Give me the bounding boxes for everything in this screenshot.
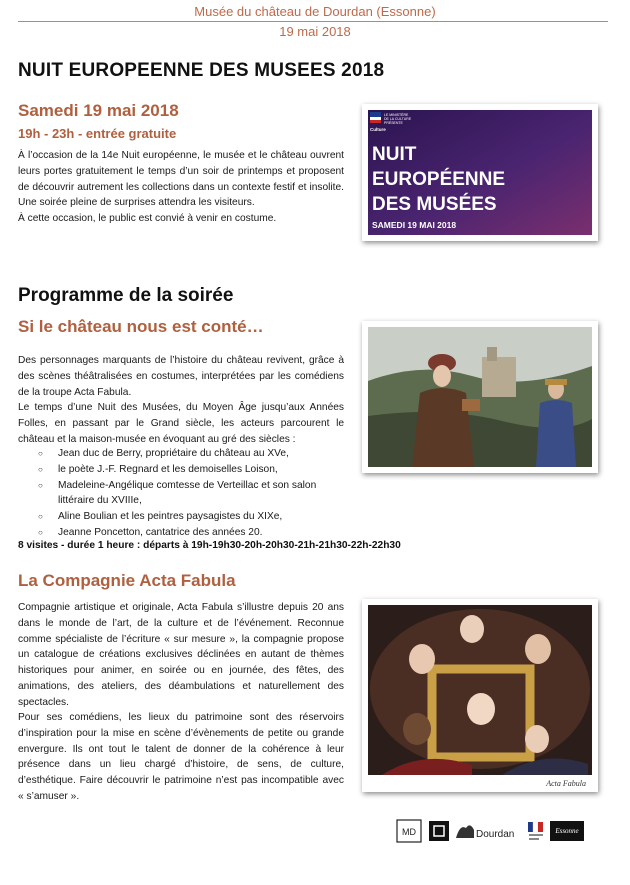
event-hours: 19h - 23h - entrée gratuite xyxy=(18,126,177,141)
programme-description xyxy=(18,353,344,448)
essonne-logo-icon xyxy=(549,818,585,844)
programme-p2: Le temps d’une Nuit des Musées, du Moyen Âge jusqu’aux Années Folles, en passant par le Grand siècle, les acteurs parcourent le château et la maison-musée en évoquant au gré des siècles : xyxy=(18,402,344,445)
dourdan-logo-icon xyxy=(454,818,524,844)
company-photo xyxy=(362,599,598,792)
poster-line2: EUROPÉENNE xyxy=(372,169,506,190)
essonne-label: Essonne xyxy=(555,827,579,835)
programme-p1: Des personnages marquants de l’histoire du château revivent, grâce à des scènes théâtralisées en costumes, interprétées par les comédiens de la troupe Acta Fabula. xyxy=(18,355,344,398)
list-item: ○ le poète J.-F. Regnard et les demoiselles Loison, xyxy=(38,462,348,478)
md-logo-text: MD xyxy=(402,827,416,837)
header-date: 19 mai 2018 xyxy=(279,24,351,39)
poster-line1: NUIT xyxy=(372,144,417,165)
company-photo-graphic xyxy=(362,599,598,792)
poster-line3: DES MUSÉES xyxy=(372,194,497,215)
logo-square xyxy=(428,818,450,846)
actors-photo-graphic xyxy=(362,321,598,473)
visits-schedule: 8 visites - durée 1 heure : départs à 19h-19h30-20h-20h30-21h-21h30-22h-22h30 xyxy=(18,540,401,551)
poster-date: SAMEDI 19 MAI 2018 xyxy=(372,220,457,230)
programme-heading: Programme de la soirée xyxy=(18,285,234,306)
list-item: ○ Jeanne Poncetton, cantatrice des années 20. xyxy=(38,525,348,541)
event-paragraph: À l’occasion de la 14e Nuit européenne, le musée et le château ouvrent leurs portes gratuitement le temps d’un soir de printemps et proposent de découvrir autrement les collections dans un contexte festif et insolite. Une soirée pleine de surprises attendra les visiteurs. xyxy=(18,150,344,209)
museum-logo-icon xyxy=(428,818,450,844)
photo-signature: Acta Fabula xyxy=(546,779,586,788)
md-logo-icon xyxy=(396,818,422,844)
event-costume: À cette occasion, le public est convié à venir en costume. xyxy=(18,213,277,225)
list-item: ○ Jean duc de Berry, propriétaire du château au XVe, xyxy=(38,446,348,462)
logo-md xyxy=(396,818,422,846)
dourdan-label: Dourdan xyxy=(476,829,515,840)
programme-subheading: Si le château nous est conté… xyxy=(18,317,264,336)
marianne-logo-icon xyxy=(527,818,545,844)
header-divider xyxy=(18,21,608,22)
company-heading: La Compagnie Acta Fabula xyxy=(18,571,236,590)
poster-ministry-2: DE LA CULTURE xyxy=(384,117,412,121)
list-item: ○ Madeleine-Angélique comtesse de Verteillac et son salon littéraire du XVIIIe, xyxy=(38,478,348,510)
company-p2: Pour ses comédiens, les lieux du patrimoine sont des réservoirs d’inspiration pour la mise en scène d’évènements de petite ou grande envergure. Ils ont tout le talent de donner de la cohérence à leur présence dans un lieu chargé d’histoire, de sens, de culture, d’esthétique. Faire découvrir le patrimoine n’est pas incompatible avec « s’amuser ». xyxy=(18,712,344,802)
poster-culture-badge: Culture xyxy=(370,127,386,132)
poster-ministry-3: PRÉSENTE xyxy=(384,121,403,125)
logo-essonne xyxy=(549,818,585,846)
page-title: NUIT EUROPEENNE DES MUSEES 2018 xyxy=(18,60,385,81)
character-list xyxy=(38,446,348,541)
logo-dourdan xyxy=(454,818,524,846)
poster-graphic xyxy=(362,104,598,241)
list-item: ○ Aline Boulian et les peintres paysagistes du XIXe, xyxy=(38,509,348,525)
event-date: Samedi 19 mai 2018 xyxy=(18,101,179,120)
company-p1: Compagnie artistique et originale, Acta Fabula s’illustre depuis 20 ans dans le monde de l’art, de la culture et de l’événement. Reconnue comme spécialiste de l’écriture « sur mesure », la compagnie propose un catalogue de créations exclusives déclinées en autant de thèmes historiques pour animer, en soirée ou en journée, des fêtes, des animations, des ateliers, des déambulations et naturellement des spectacles. xyxy=(18,602,344,708)
header-museum: Musée du château de Dourdan (Essonne) xyxy=(194,4,436,19)
poster-image xyxy=(362,104,598,241)
poster-ministry-1: LE MINISTÈRE xyxy=(384,113,409,117)
event-description xyxy=(18,148,344,227)
actors-photo xyxy=(362,321,598,473)
logo-republique xyxy=(527,818,545,846)
